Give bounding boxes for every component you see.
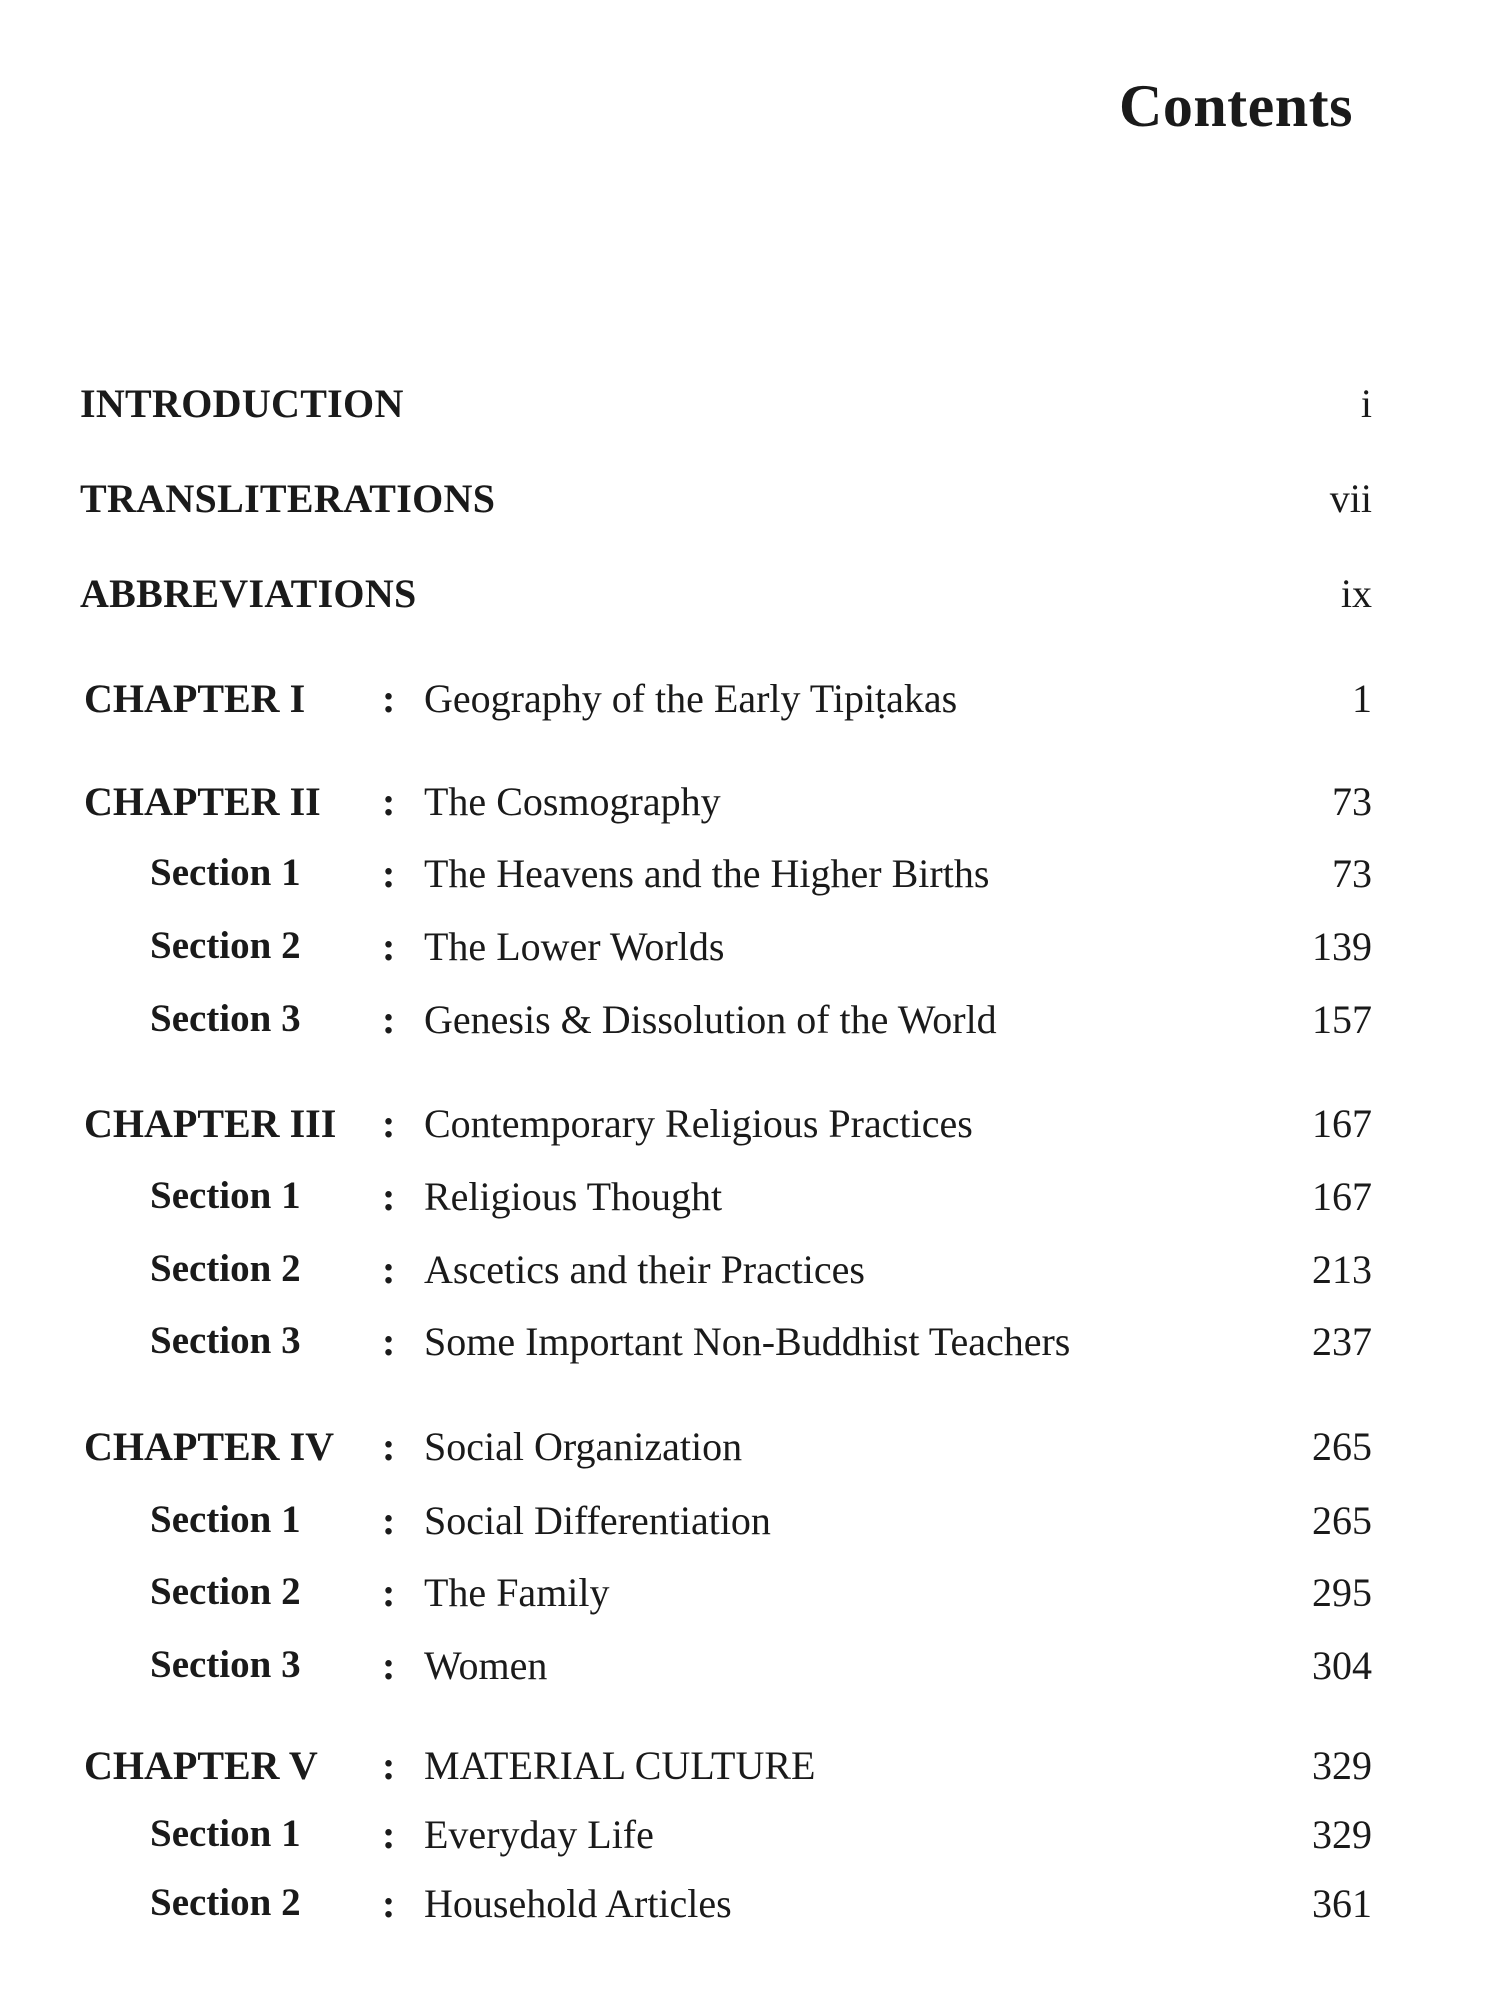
colon-separator: :	[382, 1498, 396, 1543]
colon-separator: :	[382, 1812, 396, 1857]
page-number: 139	[1312, 924, 1372, 969]
entry-title: The Cosmography	[424, 779, 721, 824]
toc-entry	[0, 675, 1500, 735]
section-label: Section 2	[150, 1881, 301, 1924]
entry-title: Genesis & Dissolution of the World	[424, 997, 997, 1042]
entry-title: Some Important Non-Buddhist Teachers	[424, 1319, 1071, 1364]
section-label: Section 3	[150, 997, 301, 1040]
page-number: 265	[1312, 1498, 1372, 1543]
toc-entry	[0, 380, 1500, 440]
section-label: Section 3	[150, 1643, 301, 1686]
colon-separator: :	[382, 1101, 396, 1146]
page-number: 329	[1312, 1743, 1372, 1788]
page-number: 167	[1312, 1174, 1372, 1219]
toc-entry	[0, 1173, 1500, 1233]
page-number: 304	[1312, 1643, 1372, 1688]
section-label: Section 3	[150, 1319, 301, 1362]
entry-title: The Family	[424, 1570, 610, 1615]
toc-entry	[0, 1642, 1500, 1702]
page-number: 265	[1312, 1424, 1372, 1469]
colon-separator: :	[382, 1247, 396, 1292]
chapter-label: CHAPTER V	[84, 1743, 318, 1788]
toc-entry	[0, 923, 1500, 983]
toc-entry	[0, 1742, 1500, 1802]
colon-separator: :	[382, 1643, 396, 1688]
toc-entry	[0, 1318, 1500, 1378]
colon-separator: :	[382, 851, 396, 896]
page-number: 237	[1312, 1319, 1372, 1364]
entry-title: Women	[424, 1643, 548, 1688]
toc-entry	[0, 778, 1500, 838]
section-label: Section 1	[150, 851, 301, 894]
colon-separator: :	[382, 1570, 396, 1615]
toc-entry	[0, 1811, 1500, 1871]
front-matter-label: ABBREVIATIONS	[80, 571, 417, 616]
toc-entry	[0, 1880, 1500, 1940]
colon-separator: :	[382, 997, 396, 1042]
colon-separator: :	[382, 1319, 396, 1364]
entry-title: The Lower Worlds	[424, 924, 725, 969]
colon-separator: :	[382, 676, 396, 721]
page-title: Contents	[1118, 73, 1353, 139]
toc-entry	[0, 850, 1500, 910]
toc-entry	[0, 996, 1500, 1056]
page-number: ix	[1340, 571, 1372, 616]
chapter-label: CHAPTER II	[84, 779, 321, 824]
page-number: 73	[1332, 779, 1372, 824]
front-matter-label: INTRODUCTION	[80, 381, 404, 426]
page-number: 295	[1312, 1570, 1372, 1615]
section-label: Section 2	[150, 924, 301, 967]
toc-entry	[0, 1423, 1500, 1483]
chapter-label: CHAPTER I	[84, 676, 306, 721]
entry-title: Ascetics and their Practices	[424, 1247, 865, 1292]
entry-title: Contemporary Religious Practices	[424, 1101, 973, 1146]
page-number: 167	[1312, 1101, 1372, 1146]
colon-separator: :	[382, 1743, 396, 1788]
page-number: 361	[1312, 1881, 1372, 1926]
page-number: 157	[1312, 997, 1372, 1042]
section-label: Section 1	[150, 1174, 301, 1217]
section-label: Section 2	[150, 1570, 301, 1613]
entry-title: Social Differentiation	[424, 1498, 771, 1543]
section-label: Section 1	[150, 1498, 301, 1541]
colon-separator: :	[382, 779, 396, 824]
entry-title: Social Organization	[424, 1424, 743, 1469]
toc-entry	[0, 1497, 1500, 1557]
colon-separator: :	[382, 1881, 396, 1926]
toc-entry	[0, 570, 1500, 630]
section-label: Section 2	[150, 1247, 301, 1290]
page-number: i	[1360, 381, 1372, 426]
chapter-label: CHAPTER III	[84, 1101, 337, 1146]
section-label: Section 1	[150, 1812, 301, 1855]
colon-separator: :	[382, 1174, 396, 1219]
chapter-label: CHAPTER IV	[84, 1424, 335, 1469]
page-number: vii	[1329, 476, 1372, 521]
toc-entry	[0, 1569, 1500, 1629]
entry-title: Everyday Life	[424, 1812, 654, 1857]
page-number: 73	[1332, 851, 1372, 896]
entry-title: Geography of the Early Tipiṭakas	[424, 676, 958, 721]
page-number: 213	[1312, 1247, 1372, 1292]
toc-entry	[0, 1246, 1500, 1306]
page-number: 1	[1352, 676, 1372, 721]
entry-title: Religious Thought	[424, 1174, 723, 1219]
entry-title: The Heavens and the Higher Births	[424, 851, 990, 896]
colon-separator: :	[382, 924, 396, 969]
toc-entry	[0, 1100, 1500, 1160]
page-number: 329	[1312, 1812, 1372, 1857]
entry-title: MATERIAL CULTURE	[424, 1743, 816, 1788]
toc-entry	[0, 475, 1500, 535]
entry-title: Household Articles	[424, 1881, 732, 1926]
front-matter-label: TRANSLITERATIONS	[80, 476, 496, 521]
colon-separator: :	[382, 1424, 396, 1469]
